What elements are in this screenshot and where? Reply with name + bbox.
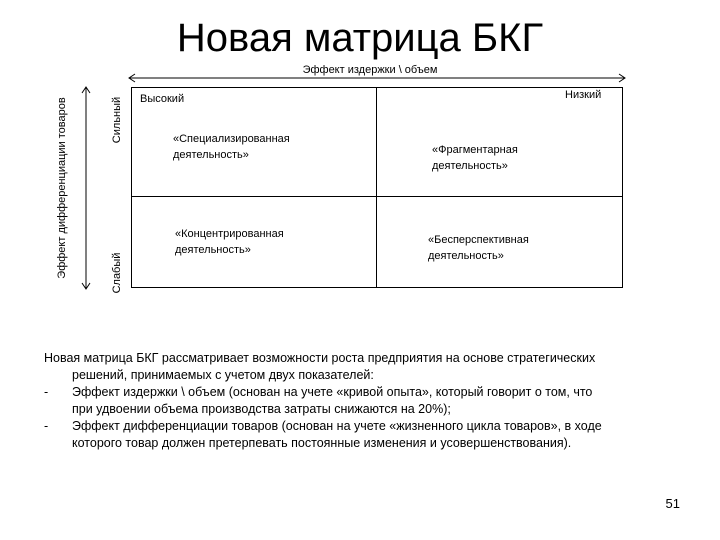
- cell-concentrated: «Концентрированная деятельность»: [175, 228, 284, 256]
- bullet-dash: -: [44, 385, 49, 399]
- slide-title: Новая матрица БКГ: [176, 16, 544, 60]
- cell-unpromising: «Бесперспективная деятельность»: [428, 234, 529, 262]
- matrix-vertical-divider: [376, 87, 377, 288]
- vertical-bottom-label: Слабый: [111, 252, 123, 294]
- bullet-2-line-1: Эффект дифференциации товаров (основан на учете «жизненного цикла товаров», в ходе: [72, 419, 602, 433]
- intro-line-2: решений, принимаемых с учетом двух показателей:: [72, 368, 374, 382]
- bullet-1-line-2: при удвоении объема производства затраты снижаются на 20%);: [72, 402, 451, 416]
- horizontal-double-arrow: [125, 72, 629, 84]
- cell-specialized: «Специализированная деятельность»: [173, 133, 290, 161]
- bullet-2-line-2: которого товар должен претерпевать постоянные изменения и усовершенствования).: [72, 436, 572, 450]
- matrix-horizontal-divider: [131, 196, 623, 197]
- bullet-item-1: [44, 384, 684, 418]
- corner-high-label: Высокий: [140, 93, 185, 105]
- corner-low-label: Низкий: [565, 89, 602, 101]
- horizontal-axis-label: Эффект издержки \ объем: [302, 64, 438, 76]
- vertical-top-label: Сильный: [111, 96, 123, 144]
- bullet-1-line-1: Эффект издержки \ объем (основан на учете «кривой опыта», который говорит о том, что: [72, 385, 593, 399]
- intro-line-1: Новая матрица БКГ рассматривает возможности роста предприятия на основе стратегических: [44, 351, 596, 365]
- description-text: [44, 350, 684, 452]
- vertical-double-arrow: [80, 83, 92, 293]
- bullet-dash: -: [44, 419, 49, 433]
- bullet-item-2: [44, 418, 684, 452]
- vertical-axis-label: Эффект дифференциации товаров: [56, 97, 68, 279]
- cell-fragmented: «Фрагментарная деятельность»: [432, 144, 518, 172]
- page-number: 51: [665, 496, 680, 511]
